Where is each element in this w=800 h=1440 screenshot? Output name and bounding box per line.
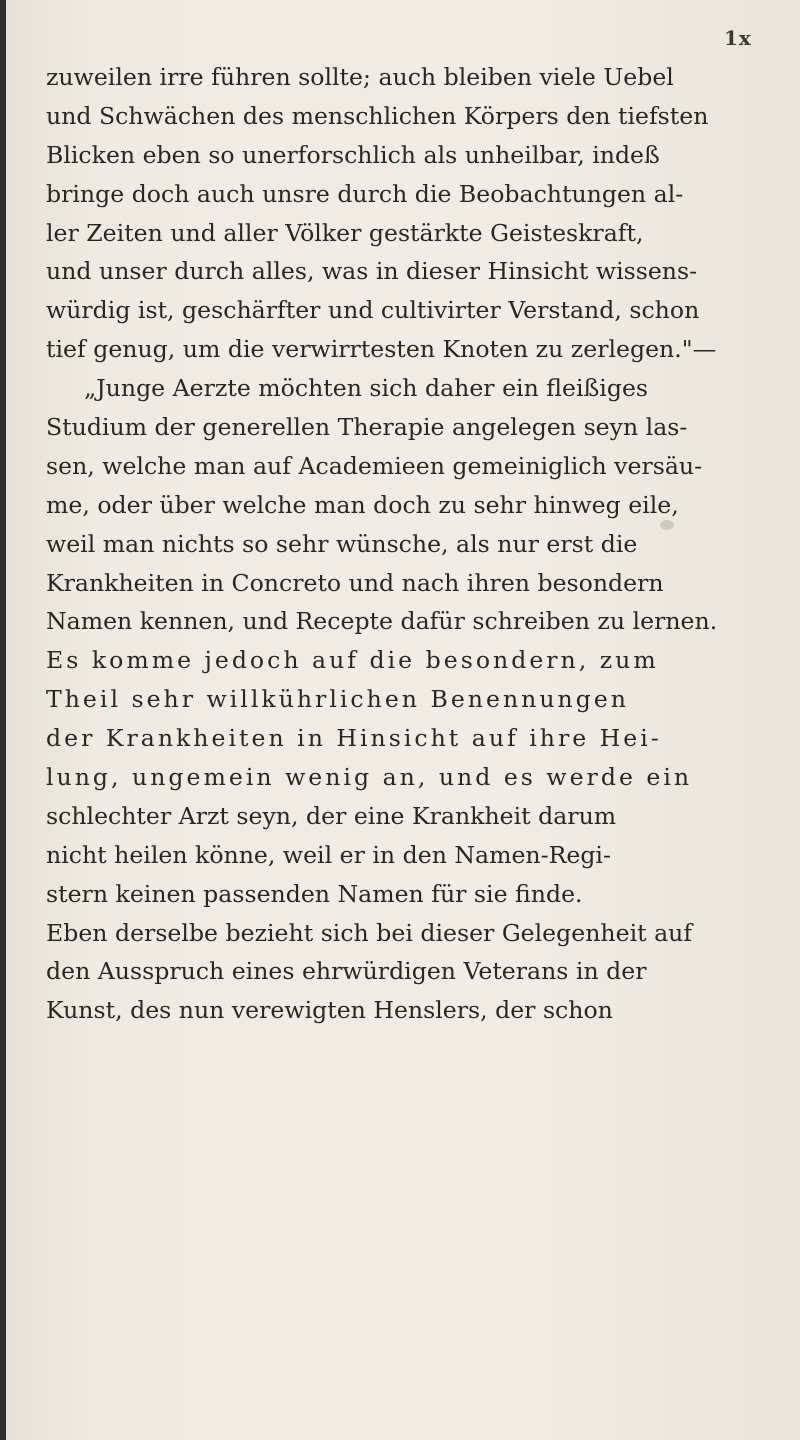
body-text — [46, 58, 766, 1030]
emphasized-line: Es komme jedoch auf die besondern, zum — [46, 646, 659, 675]
text-line: Krankheiten in Concreto und nach ihren besondern — [46, 568, 664, 597]
emphasized-line: lung, ungemein wenig an, und es werde ein — [46, 763, 693, 792]
text-line: tief genug, um die verwirrtesten Knoten zu zerlegen."— — [46, 335, 717, 364]
text-line: und Schwächen des menschlichen Körpers den tiefsten — [46, 101, 709, 130]
emphasized-line: der Krankheiten in Hinsicht auf ihre Hei- — [46, 724, 662, 753]
paragraph-start-line: „Junge Aerzte möchten sich daher ein fleißiges — [84, 374, 649, 403]
text-line: Namen kennen, und Recepte dafür schreiben zu lernen. — [46, 607, 718, 636]
text-line: weil man nichts so sehr wünsche, als nur erst die — [46, 529, 638, 558]
text-line: bringe doch auch unsre durch die Beobachtungen al- — [46, 179, 684, 208]
text-line: nicht heilen könne, weil er in den Namen-Regi- — [46, 840, 611, 869]
text-line: me, oder über welche man doch zu sehr hinweg eile, — [46, 490, 679, 519]
text-line: würdig ist, geschärfter und cultivirter Verstand, schon — [46, 296, 700, 325]
text-line: stern keinen passenden Namen für sie finde. — [46, 879, 583, 908]
text-line: schlechter Arzt seyn, der eine Krankheit darum — [46, 801, 617, 830]
text-line: Eben derselbe bezieht sich bei dieser Gelegenheit auf — [46, 918, 693, 947]
page-number: 1x — [724, 26, 752, 50]
page-edge-shadow — [0, 0, 6, 1440]
text-line: Studium der generellen Therapie angelegen seyn las- — [46, 413, 688, 442]
text-line: Blicken eben so unerforschlich als unheilbar, indeß — [46, 140, 660, 169]
text-line: und unser durch alles, was in dieser Hinsicht wissens- — [46, 257, 698, 286]
text-line: sen, welche man auf Academieen gemeiniglich versäu- — [46, 451, 703, 480]
text-line: Kunst, des nun verewigten Henslers, der schon — [46, 996, 613, 1025]
emphasized-line: Theil sehr willkührlichen Benennungen — [46, 685, 629, 714]
text-line: den Ausspruch eines ehrwürdigen Veterans in der — [46, 957, 647, 986]
text-line: zuweilen irre führen sollte; auch bleiben viele Uebel — [46, 63, 674, 91]
text-line: ler Zeiten und aller Völker gestärkte Geisteskraft, — [46, 218, 644, 247]
